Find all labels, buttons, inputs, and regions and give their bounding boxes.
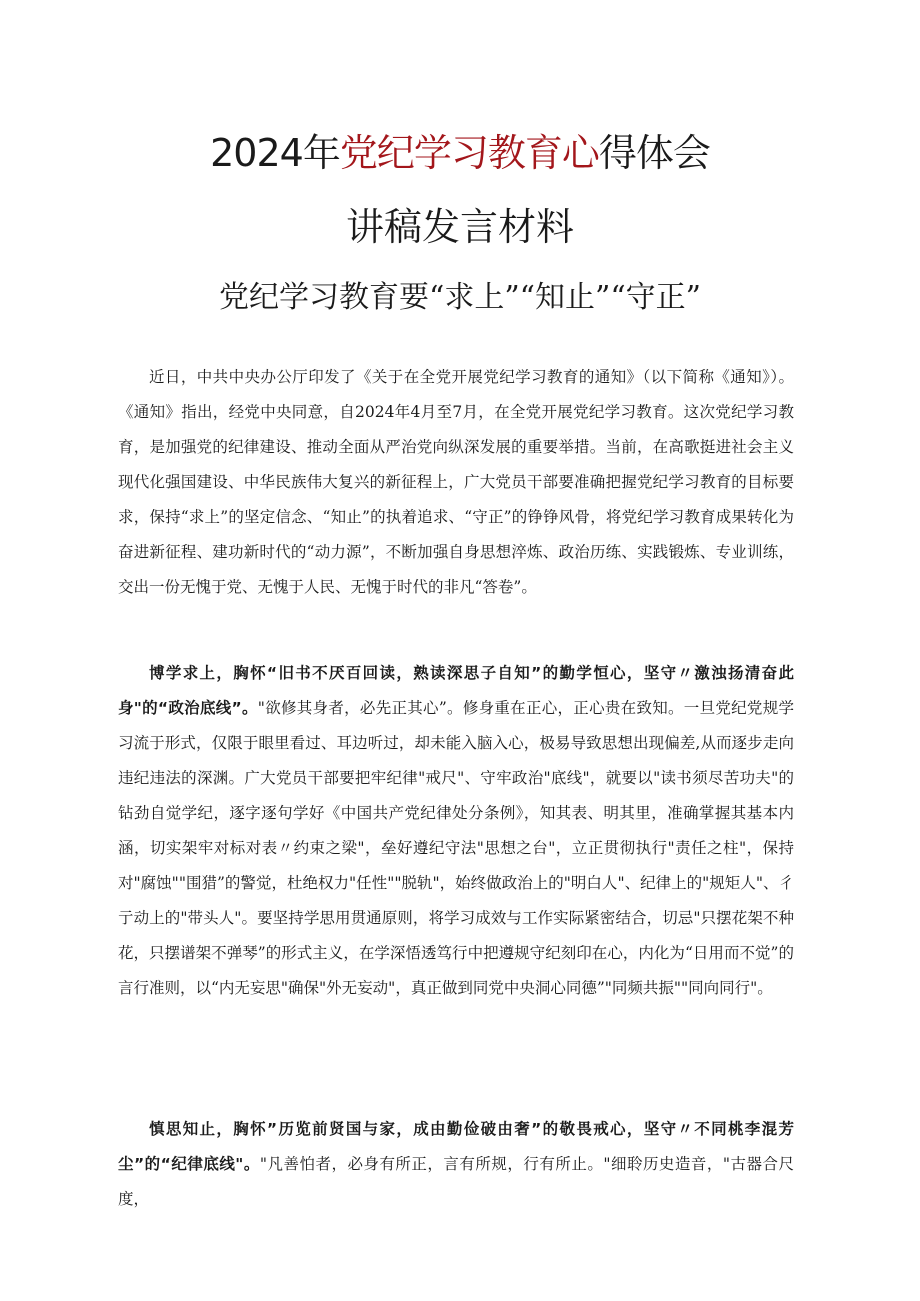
title-red-part: 党纪学习教育心 [339,131,599,175]
paragraph-discipline-heading: 慎思知止，胸怀”历览前贤国与家，成由勤俭破由奢”的敬畏戒心，坚守〃不同桃李混芳尘”的“纪律底线"。 [118,1120,794,1173]
paragraph-study-heading: 博学求上，胸怀“旧书不厌百回读，熟读深思子自知”的勤学恒心，坚守〃激浊扬清奋此身"的“政治底线”。 [118,664,794,717]
document-subtitle: 党纪学习教育要“求上”“知止”“守正” [218,280,702,315]
title-suffix: 得体会 [598,131,710,175]
document-title-line2: 讲稿发言材料 [345,205,574,249]
paragraph-study [118,656,794,1006]
title-prefix: 2024年 [210,131,340,175]
document-title-line1 [0,122,920,177]
paragraph-discipline-text: "凡善怕者，必身有所正，言有所规，行有所止。"细聆历史造音，"古器合尺度， [118,1155,794,1208]
paragraph-study-text: "欲修其身者，必先正其心”。修身重在正心，正心贵在致知。一旦党纪党规学习流于形式，仅限于眼里看过、耳边听过，却未能入脑入心，极易导致思想出现偏差,从而逐步走向违纪违法的深渊。广大党员干部要把牢纪律"戒尺"、守牢政治"底线"，就要以"读书须尽苦功夫"的钻劲自觉学纪，逐字逐句学好《中国共产党纪律处分条例》，知其表、明其里，准确掌握其基本内涵，切实架牢对标对表〃约束之梁"，垒好遵纪守法"思想之台"，立正贯彻执行"责任之柱"，保持对"腐蚀""围猎”的警觉，杜绝权力"任性""脱轨"，始终做政治上的"明白人"、纪律上的"规矩人"、彳亍动上的"带头人"。要坚持学思用贯通原则，将学习成效与工作实际紧密结合，切忌"只摆花架不种花，只摆谱架不弹琴”的形式主义，在学深悟透笃行中把遵规守纪刻印在心，内化为“日用而不觉”的言行准则，以“内无妄思"确保"外无妄动"，真正做到同党中央洞心同德”"同频共振""同向同行"。 [118,699,794,997]
paragraph-intro [118,360,794,605]
paragraph-discipline [118,1112,794,1217]
paragraph-intro-text: 近日，中共中央办公厅印发了《关于在全党开展党纪学习教育的通知》（以下简称《通知》）。《通知》指出，经党中央同意，自2024年4月至7月，在全党开展党纪学习教育。这次党纪学习教育，是加强党的纪律建设、推动全面从严治党向纵深发展的重要举措。当前，在高歌挺进社会主义现代化强国建设、中华民族伟大复兴的新征程上，广大党员干部要准确把握党纪学习教育的目标要求，保持“求上”的坚定信念、“知止”的执着追求、“守正”的铮铮风骨，将党纪学习教育成果转化为奋进新征程、建功新时代的“动力源”，不断加强自身思想淬炼、政治历练、实践锻炼、专业训练，交出一份无愧于党、无愧于人民、无愧于时代的非凡“答卷”。 [118,368,794,596]
